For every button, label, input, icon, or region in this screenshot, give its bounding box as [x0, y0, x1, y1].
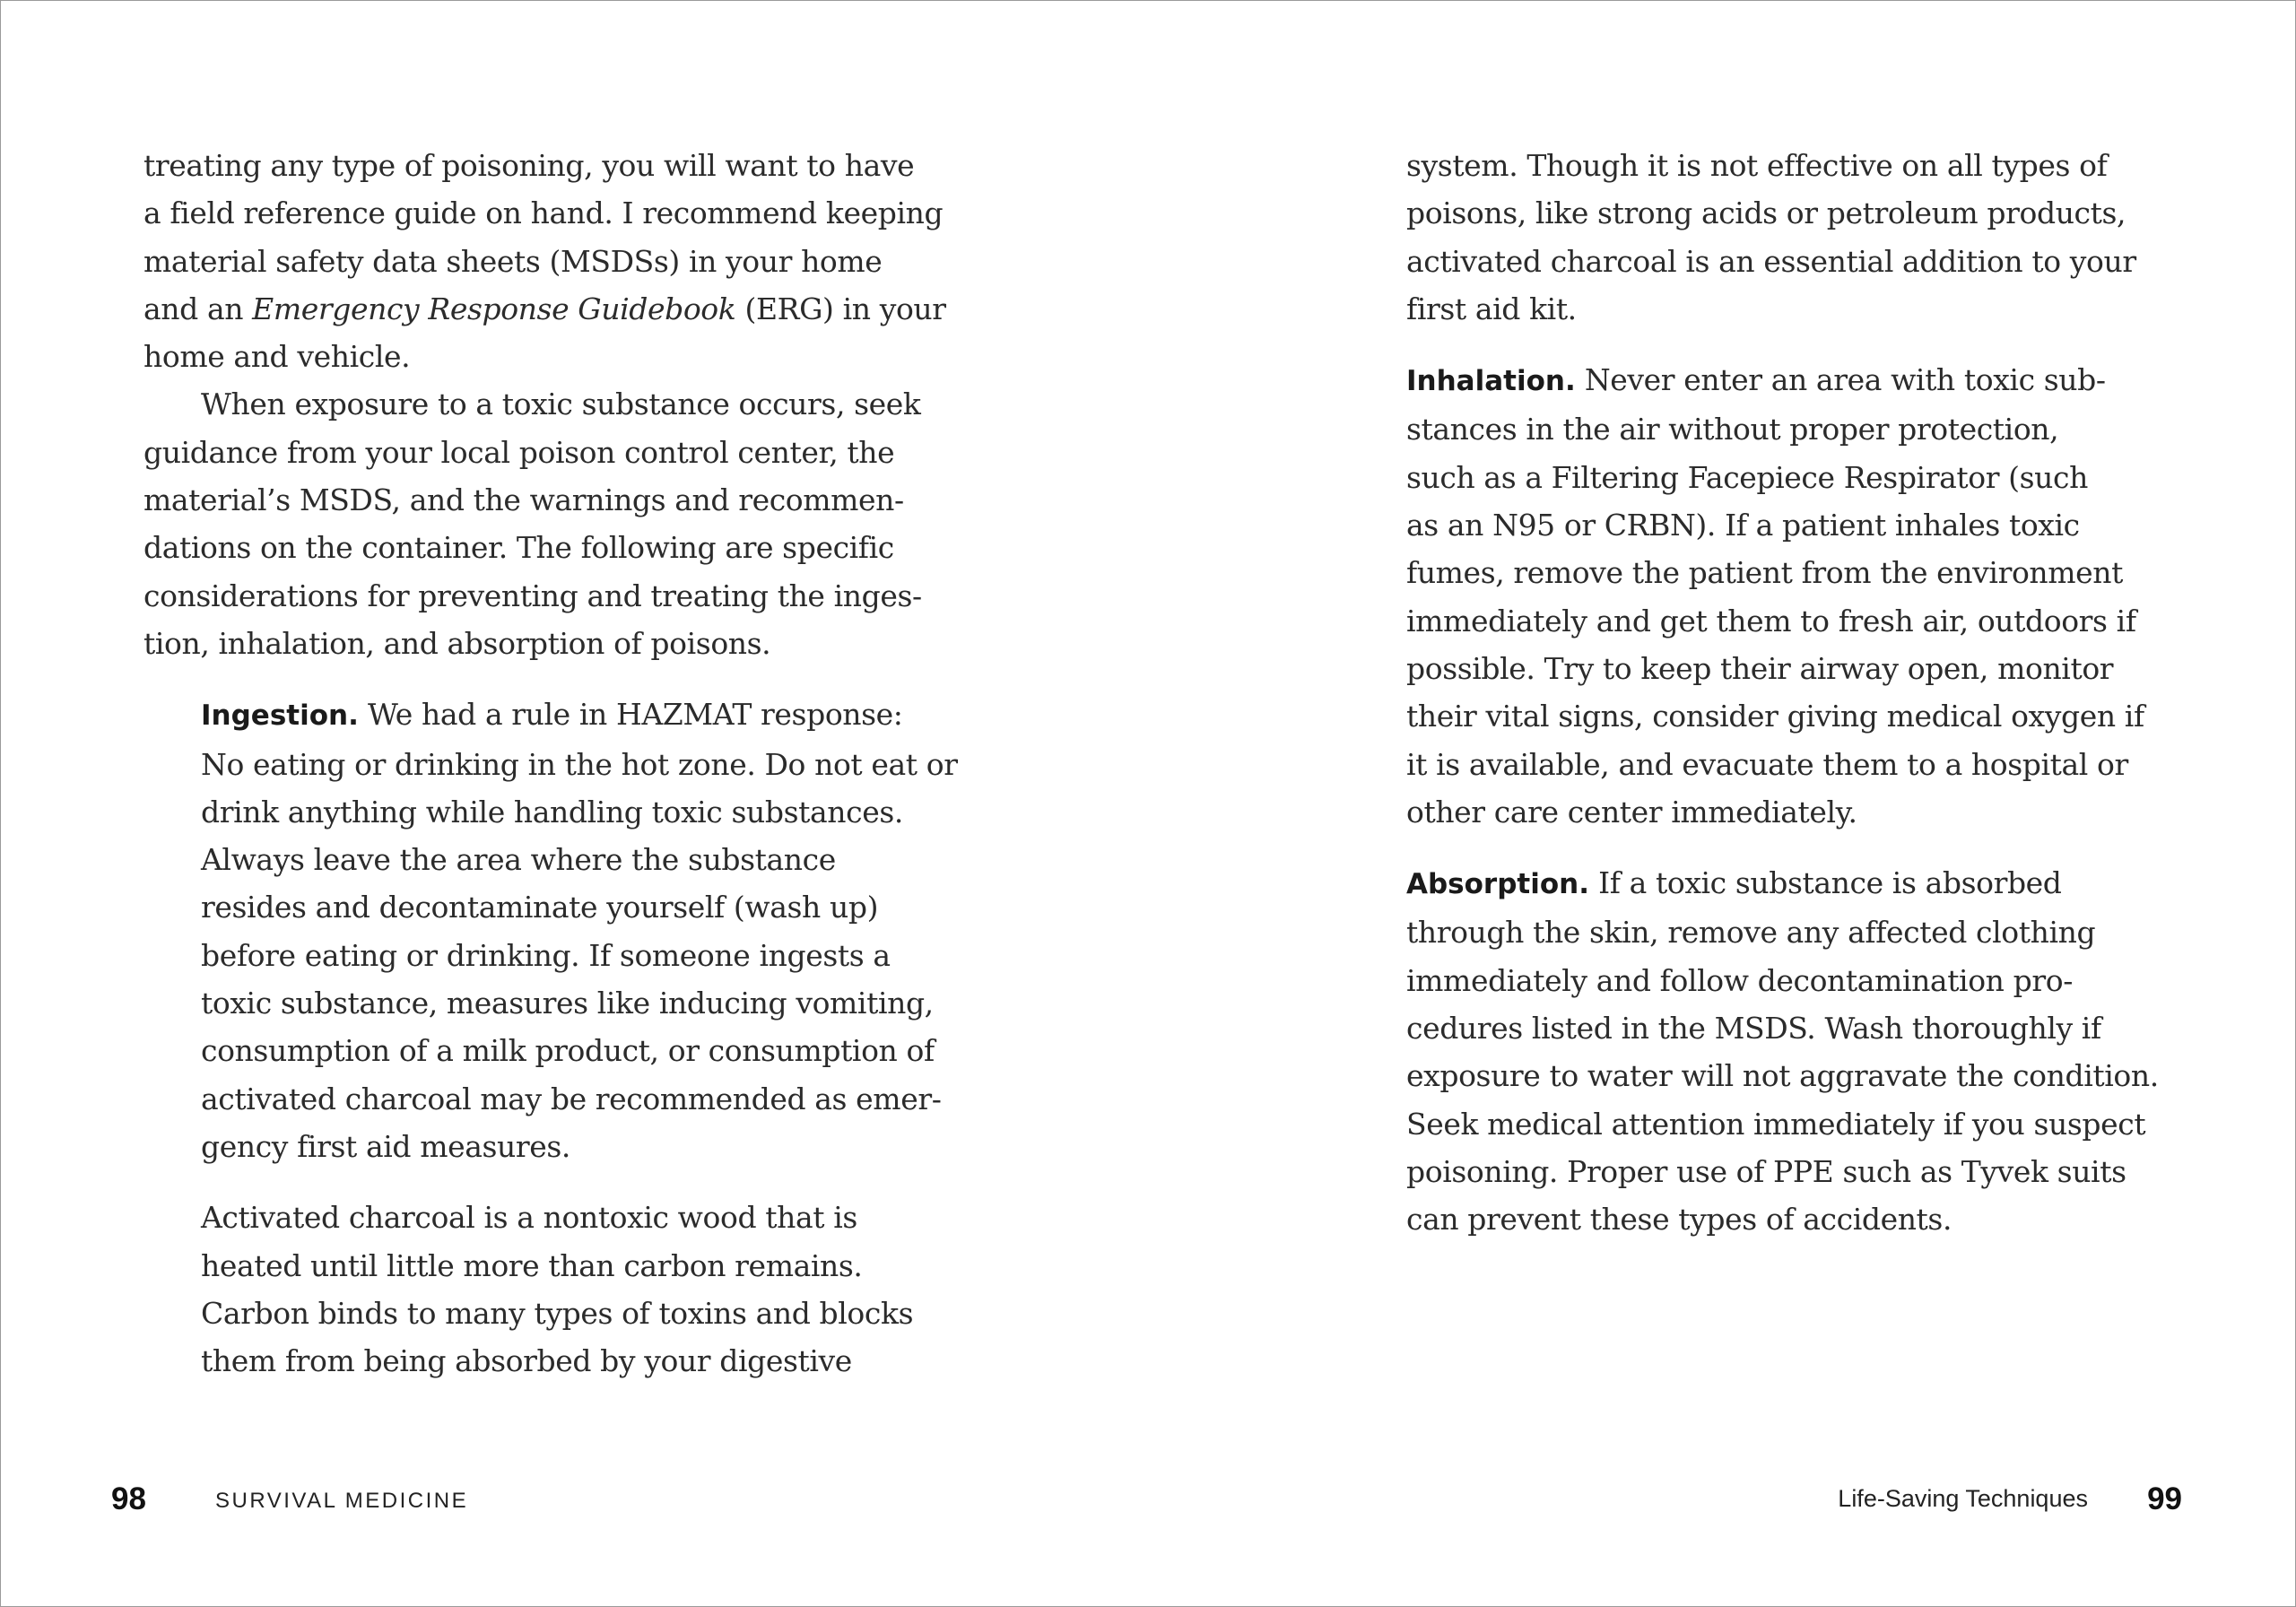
text-line: other care center immediately.: [1406, 794, 1857, 830]
text-line: activated charcoal may be recommended as emer-: [201, 1081, 942, 1116]
ingestion-heading: Ingestion.: [201, 699, 359, 733]
text-line: Carbon binds to many types of toxins and blocks: [201, 1295, 914, 1331]
text-line: exposure to water will not aggravate the condition.: [1406, 1058, 2159, 1094]
text-line: activated charcoal is an essential addition to your: [1406, 243, 2136, 279]
intro-paragraph: [144, 142, 951, 380]
text-line: material safety data sheets (MSDSs) in your home: [144, 243, 883, 279]
page-number-left: 98: [111, 1481, 146, 1516]
text-line: fumes, remove the patient from the environment: [1406, 555, 2123, 591]
text-line: them from being absorbed by your digestive: [201, 1343, 852, 1379]
text-line: and an Emergency Response Guidebook (ERG) in your: [144, 291, 946, 326]
absorption-section: [1406, 859, 2249, 1243]
text-line: such as a Filtering Facepiece Respirator (such: [1406, 459, 2088, 495]
text-line: tion, inhalation, and absorption of poisons.: [144, 625, 771, 661]
text-line: Inhalation. Never enter an area with toxic sub-: [1406, 362, 2106, 398]
text-line: drink anything while handling toxic substances.: [201, 794, 903, 830]
text-line: home and vehicle.: [144, 339, 411, 375]
text-line: through the skin, remove any affected clothing: [1406, 915, 2096, 951]
page-number-right: 99: [2147, 1481, 2182, 1516]
text-line: considerations for preventing and treating the inges-: [144, 578, 922, 613]
ingestion-section: [144, 691, 958, 1170]
left-text-column: [144, 142, 958, 1385]
text-line: a field reference guide on hand. I recommend keeping: [144, 195, 944, 231]
text-line: treating any type of poisoning, you will want to have: [144, 148, 915, 183]
text-line: Ingestion. We had a rule in HAZMAT response:: [201, 697, 903, 733]
text-line: first aid kit.: [1406, 291, 1577, 326]
charcoal-paragraph: [144, 1194, 951, 1385]
text-line: material’s MSDS, and the warnings and recommen-: [144, 482, 904, 518]
exposure-paragraph: [144, 380, 951, 667]
text-line: guidance from your local poison control center, the: [144, 434, 895, 470]
text-line: Always leave the area where the substance: [201, 842, 836, 878]
text-line: gency first aid measures.: [201, 1128, 571, 1164]
charcoal-continued-paragraph: [1406, 142, 2249, 333]
text-line: possible. Try to keep their airway open, monitor: [1406, 650, 2114, 686]
erg-title: Emergency Response Guidebook: [252, 291, 736, 326]
text-line: heated until little more than carbon remains.: [201, 1247, 863, 1283]
text-line: toxic substance, measures like inducing vomiting,: [201, 986, 934, 1021]
right-page: [1148, 0, 2296, 1607]
text-line: Absorption. If a toxic substance is absorbed: [1406, 865, 2062, 901]
text-line: When exposure to a toxic substance occurs, seek: [201, 387, 921, 422]
text-line: stances in the air without proper protection,: [1406, 412, 2059, 447]
text-line: immediately and follow decontamination pro-: [1406, 962, 2073, 998]
text-line: before eating or drinking. If someone ingests a: [201, 937, 891, 973]
absorption-heading: Absorption.: [1406, 868, 1589, 901]
text-line: it is available, and evacuate them to a hospital or: [1406, 746, 2128, 782]
text-line: immediately and get them to fresh air, outdoors if: [1406, 603, 2136, 638]
text-line: poisons, like strong acids or petroleum products,: [1406, 195, 2126, 231]
text-line: Activated charcoal is a nontoxic wood that is: [201, 1200, 857, 1236]
text-line: consumption of a milk product, or consumption of: [201, 1033, 935, 1069]
text-line: No eating or drinking in the hot zone. Do not eat or: [201, 746, 958, 782]
inhalation-section: [1406, 356, 2249, 836]
running-head-left: SURVIVAL MEDICINE: [215, 1489, 469, 1513]
text-line: system. Though it is not effective on all types of: [1406, 148, 2108, 183]
text-line: as an N95 or CRBN). If a patient inhales toxic: [1406, 508, 2080, 543]
right-text-column: [1406, 142, 2249, 1244]
text-line: cedures listed in the MSDS. Wash thoroughly if: [1406, 1011, 2101, 1047]
text-line: resides and decontaminate yourself (wash up): [201, 890, 879, 925]
text-line: can prevent these types of accidents.: [1406, 1202, 1952, 1238]
inhalation-heading: Inhalation.: [1406, 365, 1576, 398]
text-line: dations on the container. The following are specific: [144, 530, 894, 566]
running-head-right: Life-Saving Techniques: [1838, 1485, 2088, 1512]
text-line: their vital signs, consider giving medical oxygen if: [1406, 699, 2144, 734]
text-line: Seek medical attention immediately if you suspect: [1406, 1106, 2146, 1142]
text-line: poisoning. Proper use of PPE such as Tyvek suits: [1406, 1153, 2126, 1189]
